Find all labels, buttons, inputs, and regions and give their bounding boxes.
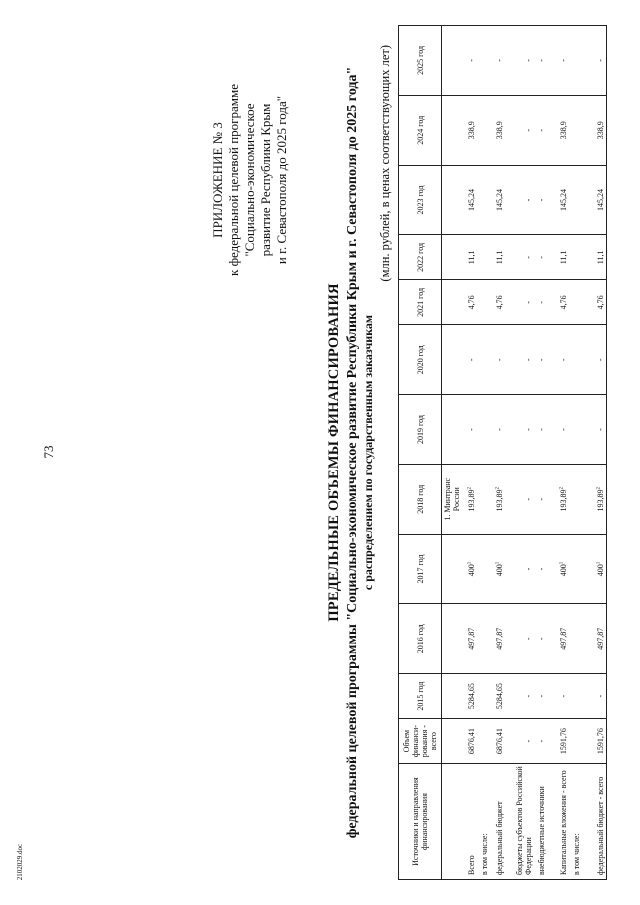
- header-year: 2025 год: [399, 26, 442, 96]
- appendix-line: ПРИЛОЖЕНИЕ № 3: [210, 122, 225, 238]
- header-year: 2016 год: [399, 604, 442, 674]
- cell-2021: 4,76: [462, 280, 477, 325]
- cell-2022: 11,1: [462, 235, 477, 280]
- cell-2018: 193,89$^2$: [462, 464, 477, 534]
- row-label: Капитальные вложения - всего: [547, 764, 569, 880]
- table-header-row: [399, 26, 442, 880]
- title-line-3: с распределением по государственным заказчикам: [361, 314, 375, 591]
- rotated-landscape-page: [210, 25, 605, 880]
- cell-2022: 11,1: [582, 235, 607, 280]
- table-row: [569, 26, 582, 880]
- appendix-line: и г. Севастополя до 2025 года": [274, 95, 289, 265]
- cell-total: 6876,41: [490, 719, 505, 764]
- page-number: 73: [41, 445, 56, 459]
- cell-total: 1591,76: [582, 719, 607, 764]
- cell-2022: 11,1: [490, 235, 505, 280]
- cell-2018: 193,89$^2$: [547, 464, 569, 534]
- header-year: 2023 год: [399, 165, 442, 235]
- cell-2020: -: [505, 325, 534, 395]
- cell-2022: 11,1: [547, 235, 569, 280]
- cell-2023: 145,24: [462, 165, 477, 235]
- file-code: 2102029.doc: [16, 843, 24, 881]
- cell-2021: -: [534, 280, 547, 325]
- cell-2024: 338,9: [582, 95, 607, 165]
- row-label: в том числе:: [569, 764, 582, 880]
- table-row: [477, 26, 490, 880]
- cell-2024: -: [505, 95, 534, 165]
- title-line-1: ПРЕДЕЛЬНЫЕ ОБЪЕМЫ ФИНАНСИРОВАНИЯ: [326, 283, 342, 622]
- cell-2016: 497,87: [582, 604, 607, 674]
- cell-2017: $400^1$: [462, 534, 477, 604]
- cell-2023: -: [534, 165, 547, 235]
- footnote-mark: 2: [596, 486, 602, 490]
- header-year: 2020 год: [399, 325, 442, 395]
- cell-2017: $400^1$: [582, 534, 607, 604]
- cell-2021: 4,76: [547, 280, 569, 325]
- cell-2022: -: [534, 235, 547, 280]
- cell-2025: -: [490, 26, 505, 96]
- row-label: федеральный бюджет - всего: [582, 764, 607, 880]
- header-year: 2021 год: [399, 280, 442, 325]
- cell-2025: -: [505, 26, 534, 96]
- table-row: [582, 26, 607, 880]
- cell-2018: -: [505, 464, 534, 534]
- units-note: (млн. рублей, в ценах соответствующих лет): [378, 45, 392, 282]
- footnote-mark: 2: [559, 486, 565, 490]
- row-label: в том числе:: [477, 764, 490, 880]
- title-line-2: федеральной целевой программы "Социально-экономическое развитие Республики Крым и г. Севастополя до 2025 года": [345, 66, 360, 839]
- cell-2017: -: [534, 534, 547, 604]
- cell-2023: 145,24: [582, 165, 607, 235]
- cell-total: -: [505, 719, 534, 764]
- header-year: 2022 год: [399, 235, 442, 280]
- cell-2023: -: [505, 165, 534, 235]
- cell-2019: -: [505, 395, 534, 465]
- cell-2017: $400^1$: [547, 534, 569, 604]
- header-year: 2024 год: [399, 95, 442, 165]
- cell-2015: -: [547, 674, 569, 719]
- cell-2018: -: [534, 464, 547, 534]
- cell-2016: 497,87: [547, 604, 569, 674]
- cell-2021: 4,76: [582, 280, 607, 325]
- cell-2025: -: [547, 26, 569, 96]
- footnote-mark: 1: [467, 561, 473, 565]
- cell-2015: 5284,65: [490, 674, 505, 719]
- appendix-line: "Социально-экономическое: [242, 103, 257, 257]
- section-row: [442, 26, 463, 880]
- header-year: 2017 год: [399, 534, 442, 604]
- cell-2020: -: [582, 325, 607, 395]
- footnote-mark: 2: [467, 486, 473, 490]
- cell-2019: -: [462, 395, 477, 465]
- cell-2024: 338,9: [490, 95, 505, 165]
- cell-2015: 5284,65: [462, 674, 477, 719]
- cell-2019: -: [582, 395, 607, 465]
- table-row: [505, 26, 534, 880]
- cell-total: 6876,41: [462, 719, 477, 764]
- document-title: [325, 25, 376, 880]
- cell-2019: -: [534, 395, 547, 465]
- cell-2023: 145,24: [547, 165, 569, 235]
- cell-2020: -: [534, 325, 547, 395]
- cell-2015: -: [582, 674, 607, 719]
- cell-2018: 193,89$^2$: [490, 464, 505, 534]
- table-row: [462, 26, 477, 880]
- cell-2023: 145,24: [490, 165, 505, 235]
- cell-2016: 497,87: [490, 604, 505, 674]
- cell-2019: -: [490, 395, 505, 465]
- cell-total: -: [534, 719, 547, 764]
- cell-2019: -: [547, 395, 569, 465]
- cell-2020: -: [490, 325, 505, 395]
- cell-2025: -: [582, 26, 607, 96]
- footnote-mark: 1: [495, 561, 501, 565]
- cell-2018: 193,89$^2$: [582, 464, 607, 534]
- footnote-mark: 1: [559, 561, 565, 565]
- header-total: Объем финанси-рования - всего: [399, 719, 442, 764]
- appendix-line: развитие Республики Крым: [258, 103, 273, 257]
- header-source: Источники и направления финансирования: [399, 764, 442, 880]
- header-year: 2018 год: [399, 464, 442, 534]
- cell-2016: -: [505, 604, 534, 674]
- cell-2015: -: [505, 674, 534, 719]
- cell-2016: 497,87: [462, 604, 477, 674]
- cell-2024: 338,9: [462, 95, 477, 165]
- cell-2017: -: [505, 534, 534, 604]
- footnote-mark: 2: [495, 486, 501, 490]
- table-row: [490, 26, 505, 880]
- appendix-line: к федеральной целевой программе: [226, 84, 241, 276]
- footnote-mark: 1: [596, 561, 602, 565]
- cell-total: 1591,76: [547, 719, 569, 764]
- section-title: 1. Минтранс России: [442, 464, 463, 534]
- table-row: [534, 26, 547, 880]
- row-label: внебюджетные источники: [534, 764, 547, 880]
- header-year: 2015 год: [399, 674, 442, 719]
- cell-2024: -: [534, 95, 547, 165]
- cell-2022: -: [505, 235, 534, 280]
- row-label: бюджеты субъектов Российской Федерации: [505, 764, 534, 880]
- cell-2025: -: [534, 26, 547, 96]
- cell-2017: $400^1$: [490, 534, 505, 604]
- financing-table: [398, 25, 607, 880]
- row-label: Всего: [462, 764, 477, 880]
- cell-2025: -: [462, 26, 477, 96]
- appendix-note: [210, 40, 290, 320]
- cell-2016: -: [534, 604, 547, 674]
- row-label: федеральный бюджет: [490, 764, 505, 880]
- cell-2021: 4,76: [490, 280, 505, 325]
- cell-2020: -: [547, 325, 569, 395]
- header-year: 2019 год: [399, 395, 442, 465]
- table-row: [547, 26, 569, 880]
- cell-2020: -: [462, 325, 477, 395]
- cell-2021: -: [505, 280, 534, 325]
- cell-2015: -: [534, 674, 547, 719]
- cell-2024: 338,9: [547, 95, 569, 165]
